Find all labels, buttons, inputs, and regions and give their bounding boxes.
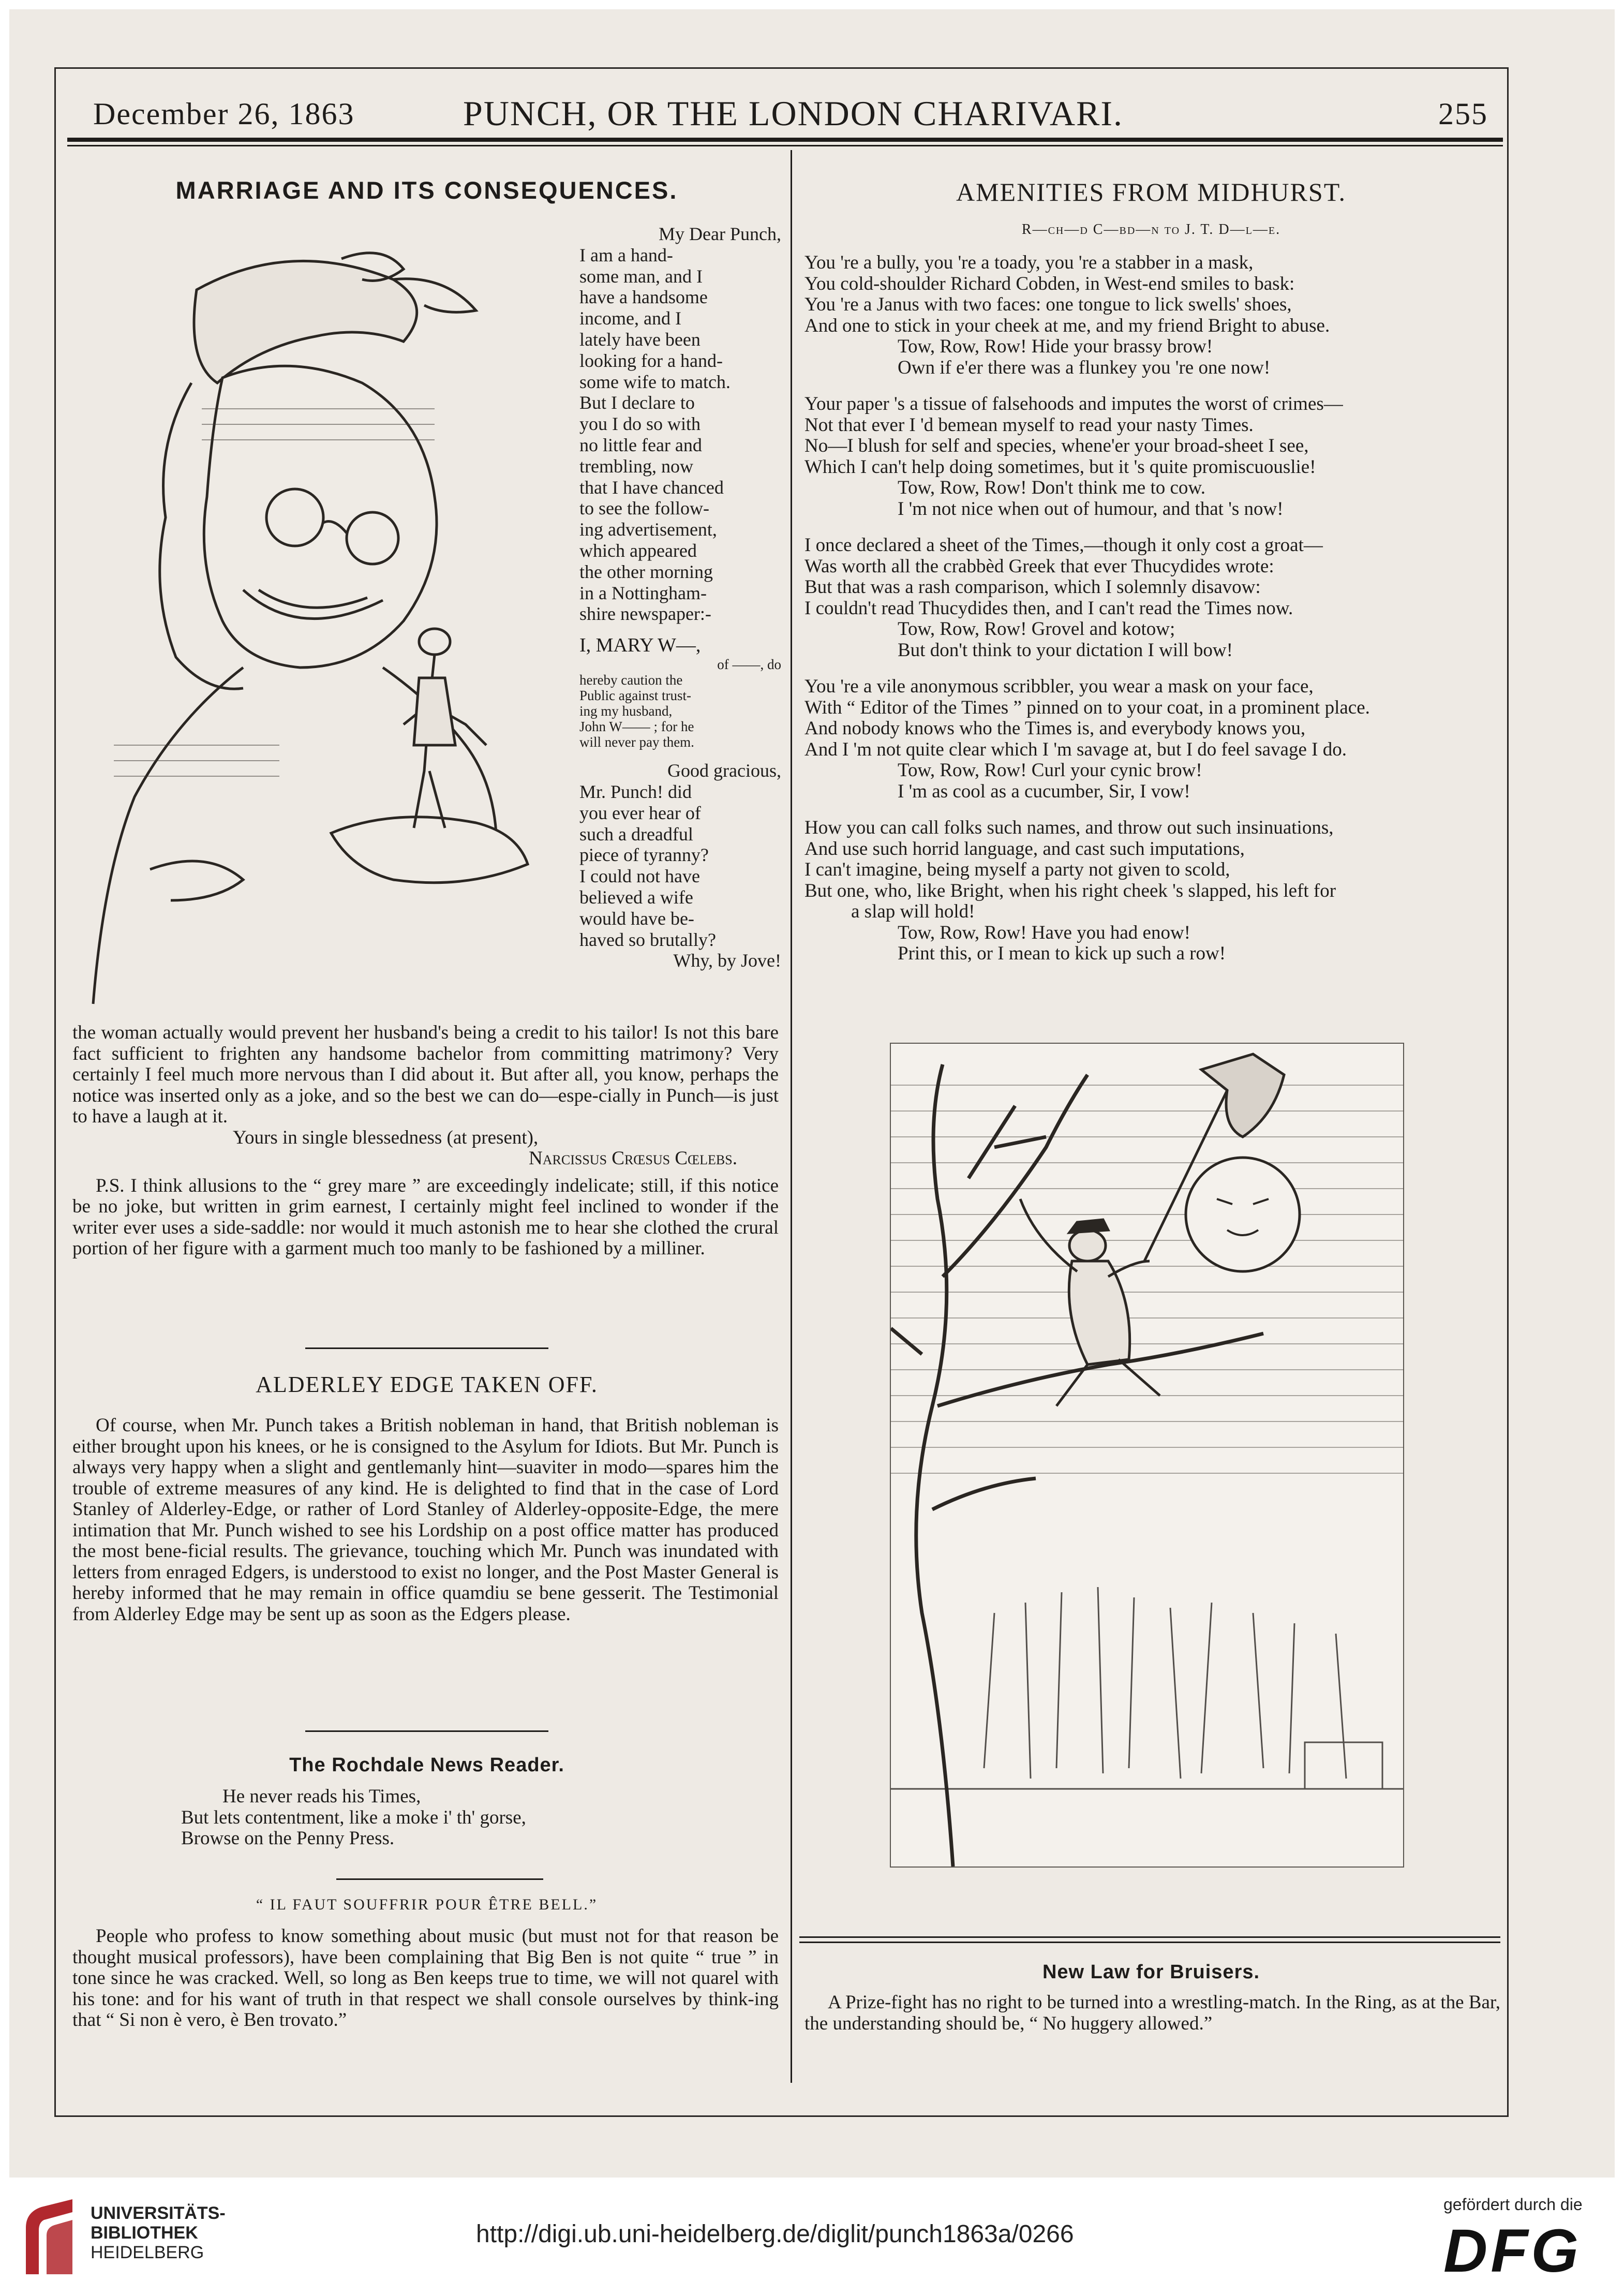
line-11: trembling, now <box>579 455 693 477</box>
s4-line-6: I 'm as cool as a cucumber, Sir, I vow! <box>898 780 1190 802</box>
souffrir-body: People who profess to know something about music (but must not for that reason be thought musical professors), have been complaining that Big Ben is not quite “ true ” in tone since he was cracked. Well, so long as Ben keeps true to time, we will not quarel with his tone: and for his want of truth in that respect we shall console ourselves by think-ing that “ Si non è vero, è Ben trovato.” <box>72 1925 779 2031</box>
s2-line-4: Which I can't help doing sometimes, but it 's quite promiscuouslie! <box>804 456 1316 478</box>
s5-line-2: And use such horrid language, and cast such imputations, <box>804 838 1245 860</box>
line-14: ing advertisement, <box>579 519 717 540</box>
line-5: lately have been <box>579 329 701 350</box>
s2-line-5: Tow, Row, Row! Don't think me to cow. <box>898 477 1205 498</box>
s2-line-1: Your paper 's a tissue of falsehoods and imputes the worst of crimes— <box>804 393 1343 414</box>
bruisers-title: New Law for Bruisers. <box>1042 1961 1260 1983</box>
s1-line-6: Own if e'er there was a flunkey you 're one now! <box>898 357 1271 378</box>
s3-line-2: Was worth all the crabbèd Greek that ever Thucydides wrote: <box>804 555 1274 577</box>
s4-line-5: Tow, Row, Row! Curl your cynic brow! <box>898 760 1202 781</box>
after-line-8: would have be- <box>579 908 694 929</box>
s3-line-6: But don't think to your dictation I will bow! <box>898 639 1233 661</box>
stanza-3 <box>804 535 1503 661</box>
ad-line-5: ing my husband, <box>579 703 673 719</box>
after-line-9: haved so brutally? <box>579 929 716 950</box>
header-rule-thin <box>67 145 1503 146</box>
line-18: shire newspaper:- <box>579 603 711 625</box>
rochdale-line-3: Browse on the Penny Press. <box>181 1828 395 1849</box>
rochdale-poem <box>181 1786 750 1849</box>
stanza-5 <box>804 818 1503 965</box>
s4-line-3: And nobody knows who the Times is, and everybody knows you, <box>804 718 1306 739</box>
ad-line-1: I, MARY W—, <box>579 634 701 657</box>
after-line-6: I could not have <box>579 866 700 887</box>
s2-line-3: No—I blush for self and species, whene'er your broad-sheet I see, <box>804 435 1309 456</box>
library-line-2: BIBLIOTHEK <box>91 2223 198 2243</box>
ad-line-2: of ——, do <box>717 657 781 673</box>
library-name <box>91 2203 226 2262</box>
page-number: 255 <box>1438 97 1488 131</box>
alderley-section <box>72 1415 779 1625</box>
s2-line-2: Not that ever I 'd bemean myself to read your nasty Times. <box>804 414 1254 436</box>
s1-line-3: You 're a Janus with two faces: one tongue to lick swells' shoes, <box>804 294 1292 315</box>
library-logo-icon <box>21 2197 78 2279</box>
s3-line-5: Tow, Row, Row! Grovel and kotow; <box>898 618 1175 640</box>
after-ad <box>579 760 781 971</box>
s1-line-2: You cold-shoulder Richard Cobden, in West-end smiles to bask: <box>804 273 1295 294</box>
line-6: looking for a hand- <box>579 350 723 371</box>
signature: Narcissus Crœsus Cœlebs. <box>529 1148 737 1169</box>
library-line-1: UNIVERSITÄTS- <box>91 2203 226 2223</box>
after-line-7: believed a wife <box>579 886 693 908</box>
marriage-body <box>72 1023 779 1260</box>
closing: Yours in single blessedness (at present), <box>233 1127 539 1148</box>
section-rule <box>799 1942 1500 1943</box>
s5-line-1: How you can call folks such names, and throw out such insinuations, <box>804 817 1334 838</box>
issue-date: December 26, 1863 <box>93 97 355 131</box>
s1-line-1: You 're a bully, you 're a toady, you 're a stabber in a mask, <box>804 252 1254 273</box>
man-in-tree-with-net-image <box>891 1044 1403 1867</box>
line-15: which appeared <box>579 540 697 561</box>
advertisement <box>579 634 781 750</box>
after-line-10: Why, by Jove! <box>673 950 781 971</box>
s5-line-6: Tow, Row, Row! Have you had enow! <box>898 922 1191 943</box>
after-line-1: Good gracious, <box>667 760 781 781</box>
ad-line-7: will never pay them. <box>579 734 694 750</box>
ad-line-3: hereby caution the <box>579 672 683 688</box>
line-3: have a handsome <box>579 287 708 308</box>
souffrir-title: “ IL FAUT SOUFFRIR POUR ÊTRE BELL.” <box>256 1896 598 1913</box>
rochdale-line-1: He never reads his Times, <box>222 1786 421 1807</box>
line-10: no little fear and <box>579 434 702 455</box>
moon-catcher-illustration <box>890 1043 1404 1868</box>
s3-line-3: But that was a rash comparison, which I solemnly disavow: <box>804 576 1261 598</box>
after-line-3: you ever hear of <box>579 802 701 823</box>
stanza-1 <box>804 253 1503 378</box>
section-rule <box>305 1730 548 1732</box>
bruisers-section <box>804 1992 1500 2034</box>
alderley-body: Of course, when Mr. Punch takes a British nobleman in hand, that British nobleman is either brought upon his knees, or he is consigned to the Asylum for Idiots. But Mr. Punch is always very happy when a slight and gentlemanly hint—suaviter in modo—spares him the trouble of extreme measures of any kind. He is delighted to find that in the case of Lord Stanley of Alderley-Edge, or rather of Lord Stanley of Alderley-opposite-Edge, the mere intimation that Mr. Punch wished to see his Lordship on a post office matter has produced the most bene-ficial results. The grievance, touching which Mr. Punch was inundated with letters from enraged Edgers, is understood to exist no longer, and the Post Master General is hereby informed that he may remain in office quamdiu se bene gesserit. The Testimonial from Alderley Edge may be sent up as soon as the Edgers please. <box>72 1415 779 1625</box>
line-17: in a Nottingham- <box>579 582 707 603</box>
line-12: that I have chanced <box>579 477 724 498</box>
s5-line-5: a slap will hold! <box>851 901 975 922</box>
marriage-title: MARRIAGE AND ITS CONSEQUENCES. <box>175 176 678 204</box>
s4-line-2: With “ Editor of the Times ” pinned on to your coat, in a prominent place. <box>804 697 1370 718</box>
library-line-3: HEIDELBERG <box>91 2243 204 2262</box>
s4-line-1: You 're a vile anonymous scribbler, you wear a mask on your face, <box>804 676 1314 697</box>
source-url-link[interactable]: http://digi.ub.uni-heidelberg.de/diglit/punch1863a/0266 <box>476 2220 1074 2248</box>
s5-line-3: I can't imagine, being myself a party not given to scold, <box>804 859 1230 880</box>
amenities-title: AMENITIES FROM MIDHURST. <box>956 177 1347 206</box>
postscript: P.S. I think allusions to the “ grey mare ” are exceedingly indelicate; still, if this notice be no joke, but written in grim earnest, I certainly might feel inclined to wonder if the writer ever uses a side-saddle: nor would it much astonish me to hear she clothed the crural portion of her figure with a garment much too manly to be fashioned by a milliner. <box>72 1175 779 1259</box>
ad-line-4: Public against trust- <box>579 688 691 704</box>
section-rule <box>799 1936 1500 1938</box>
after-line-4: such a dreadful <box>579 823 693 845</box>
s3-line-4: I couldn't read Thucydides then, and I can't read the Times now. <box>804 597 1293 619</box>
moon-face <box>1186 1158 1300 1271</box>
s2-line-6: I 'm not nice when out of humour, and that 's now! <box>898 498 1284 520</box>
stanza-4 <box>804 676 1503 802</box>
line-8: But I declare to <box>579 392 695 413</box>
line-16: the other morning <box>579 561 713 582</box>
line-1: I am a hand- <box>579 244 673 265</box>
column-divider <box>791 150 792 2083</box>
rochdale-line-2: But lets contentment, like a moke i' th' gorse, <box>181 1806 526 1828</box>
header-rule <box>67 138 1503 142</box>
sponsor-text: gefördert durch die <box>1443 2195 1583 2214</box>
amenities-poem <box>804 253 1503 980</box>
s1-line-4: And one to stick in your cheek at me, and my friend Bright to abuse. <box>804 315 1330 336</box>
footer-bar <box>0 2179 1624 2296</box>
s5-line-7: Print this, or I mean to kick up such a row! <box>898 943 1226 964</box>
stanza-2 <box>804 394 1503 520</box>
line-2: some man, and I <box>579 265 703 287</box>
section-rule <box>336 1878 543 1880</box>
section-rule <box>305 1347 548 1349</box>
s4-line-4: And I 'm not quite clear which I 'm savage at, but I do feel savage I do. <box>804 738 1347 760</box>
salutation: My Dear Punch, <box>659 224 781 244</box>
s3-line-1: I once declared a sheet of the Times,—though it only cost a groat— <box>804 535 1323 556</box>
alderley-title: ALDERLEY EDGE TAKEN OFF. <box>256 1372 598 1397</box>
dfg-logo: DFG <box>1443 2217 1582 2285</box>
woman-with-little-husband-image <box>72 228 590 1009</box>
marriage-intro <box>579 224 781 971</box>
line-13: to see the follow- <box>579 498 709 519</box>
rochdale-title: The Rochdale News Reader. <box>289 1754 564 1776</box>
marriage-illustration <box>72 228 590 1009</box>
amenities-subtitle: R—ch—d C—bd—n to J. T. D—l—e. <box>1021 221 1281 238</box>
s1-line-5: Tow, Row, Row! Hide your brassy brow! <box>898 336 1213 357</box>
line-7: some wife to match. <box>579 371 731 392</box>
marriage-body-text: the woman actually would prevent her husband's being a credit to his tailor! Is not this bare fact sufficient to frighten any handsome bachelor from committing matrimony? Very certainly I feel much more nervous than I did about it. But after all, you know, perhaps the notice was inserted only as a joke, and so the best we can do—espe-cially in Punch—is just to have a laugh at it. <box>72 1022 779 1127</box>
s5-line-4: But one, who, like Bright, when his right cheek 's slapped, his left for <box>804 880 1336 901</box>
souffrir-section <box>72 1926 779 2031</box>
ad-line-6: John W—— ; for he <box>579 719 694 735</box>
masthead-title: PUNCH, OR THE LONDON CHARIVARI. <box>463 94 1124 133</box>
after-line-5: piece of tyranny? <box>579 845 709 866</box>
line-9: you I do so with <box>579 413 701 435</box>
line-4: income, and I <box>579 308 681 329</box>
bruisers-body: A Prize-fight has no right to be turned into a wrestling-match. In the Ring, as at the Bar, the understanding should be, “ No huggery allowed.” <box>804 1992 1500 2034</box>
after-line-2: Mr. Punch! did <box>579 781 692 802</box>
